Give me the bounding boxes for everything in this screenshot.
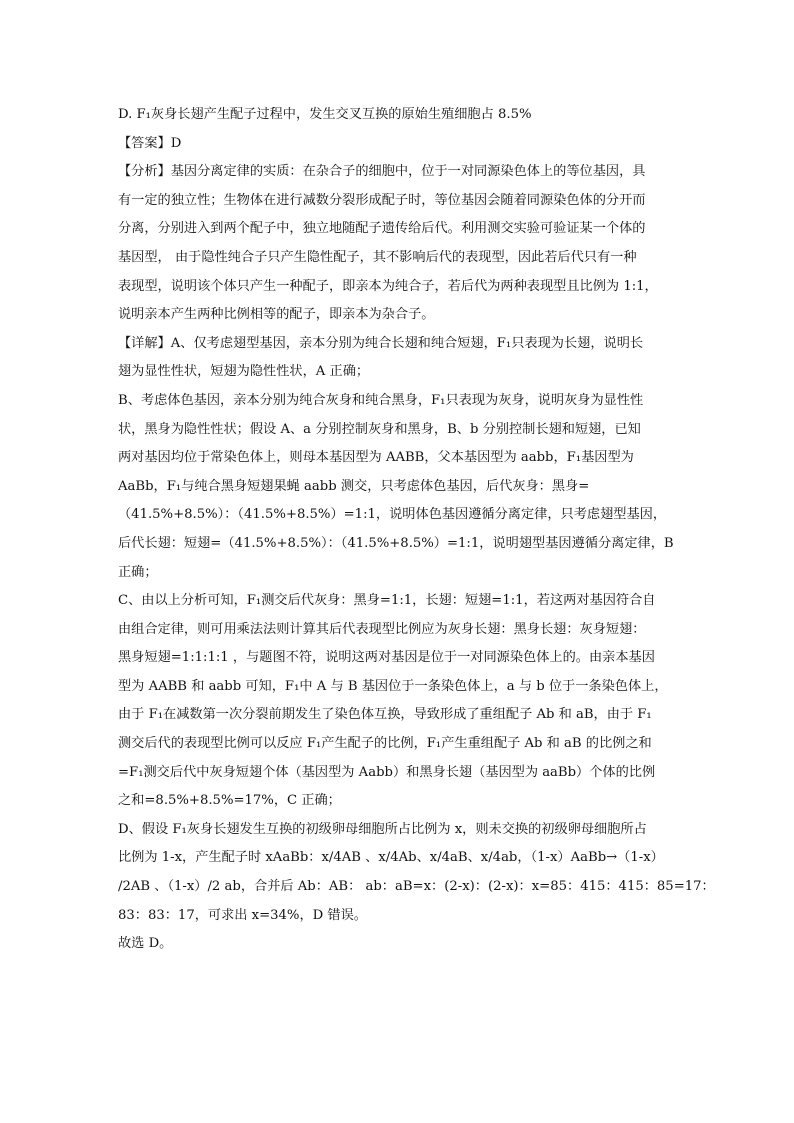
detail-line: 83：83：17，可求出 x=34%，D 错误。 — [118, 907, 367, 923]
detail-line: 【详解】A、仅考虑翅型基因，亲本分别为纯合长翅和纯合短翅，F₁只表现为长翅，说明长 — [118, 335, 644, 351]
detail-line: =F₁测交后代中灰身短翅个体（基因型为 Aabb）和黑身长翅（基因型为 aaBb）个体的比例 — [118, 764, 656, 780]
detail-line: 后代长翅：短翅=（41.5%+8.5%）：（41.5%+8.5%）=1:1，说明翅型基因遵循分离定律，B — [118, 535, 674, 551]
conclusion-line: 故选 D。 — [118, 936, 173, 952]
detail-line: （41.5%+8.5%）：（41.5%+8.5%）=1:1，说明体色基因遵循分离定律，只考虑翅型基因， — [118, 507, 667, 523]
option-d-line: D. F₁灰身长翅产生配子过程中，发生交叉互换的原始生殖细胞占 8.5% — [118, 107, 532, 122]
detail-line: 翅为显性性状，短翅为隐性性状，A 正确； — [118, 364, 370, 380]
analysis-line: 有一定的独立性；生物体在进行减数分裂形成配子时，等位基因会随着同源染色体的分开而 — [118, 192, 646, 208]
document-body — [118, 101, 715, 959]
detail-line: /2AB 、（1-x）/2 ab，合并后 Ab：AB： ab：aB=x：(2-x)：(2-x)：x=85：415：415：85=17： — [118, 879, 715, 895]
analysis-line: 分离，分别进入到两个配子中，独立地随配子遗传给后代。利用测交实验可验证某一个体的 — [118, 221, 646, 237]
detail-line: C、由以上分析可知，F₁测交后代灰身：黑身=1:1，长翅：短翅=1:1，若这两对基因符合自 — [118, 593, 656, 609]
detail-line: 两对基因均位于常染色体上，则母本基因型为 AABB，父本基因型为 aabb，F₁基因型为 — [118, 450, 634, 466]
analysis-line: 说明亲本产生两种比例相等的配子，即亲本为杂合子。 — [118, 307, 435, 323]
detail-line: 由于 F₁在减数第一次分裂前期发生了染色体互换，导致形成了重组配子 Ab 和 aB，由于 F₁ — [118, 707, 652, 723]
detail-line: 之和=8.5%+8.5%=17%，C 正确； — [118, 793, 341, 809]
detail-line: 测交后代的表现型比例可以反应 F₁产生配子的比例，F₁产生重组配子 Ab 和 aB 的比例之和 — [118, 736, 652, 752]
analysis-line: 【分析】基因分离定律的实质：在杂合子的细胞中，位于一对同源染色体上的等位基因，具 — [118, 164, 646, 180]
answer-line: 【答案】D — [118, 135, 182, 151]
detail-line: 状，黑身为隐性性状；假设 A、a 分别控制灰身和黑身，B、b 分别控制长翅和短翅，已知 — [118, 421, 641, 437]
detail-line: B、考虑体色基因，亲本分别为纯合灰身和纯合黑身，F₁只表现为灰身，说明灰身为显性性 — [118, 392, 644, 408]
detail-line: 由组合定律，则可用乘法法则计算其后代表现型比例应为灰身长翅：黑身长翅：灰身短翅： — [118, 621, 646, 637]
detail-line: AaBb，F₁与纯合黑身短翅果蝇 aabb 测交，只考虑体色基因，后代灰身：黑身= — [118, 478, 590, 494]
detail-line: D、假设 F₁灰身长翅发生互换的初级卵母细胞所占比例为 x，则未交换的初级卵母细胞所占 — [118, 821, 647, 837]
detail-line: 黑身短翅=1:1:1:1 ，与题图不符，说明这两对基因是位于一对同源染色体上的。由亲本基因 — [118, 650, 655, 666]
analysis-line: 基因型， 由于隐性纯合子只产生隐性配子，其不影响后代的表现型，因此若后代只有一种 — [118, 249, 637, 265]
analysis-line: 表现型，说明该个体只产生一种配子，即亲本为纯合子，若后代为两种表现型且比例为 1:1， — [118, 278, 658, 294]
detail-line: 比例为 1-x，产生配子时 xAaBb：x/4AB 、x/4Ab、x/4aB、x/4ab，（1-x）AaBb→（1-x） — [118, 850, 664, 866]
detail-line: 型为 AABB 和 aabb 可知，F₁中 A 与 B 基因位于一条染色体上，a 与 b 位于一条染色体上， — [118, 678, 668, 694]
detail-line: 正确； — [118, 564, 158, 580]
